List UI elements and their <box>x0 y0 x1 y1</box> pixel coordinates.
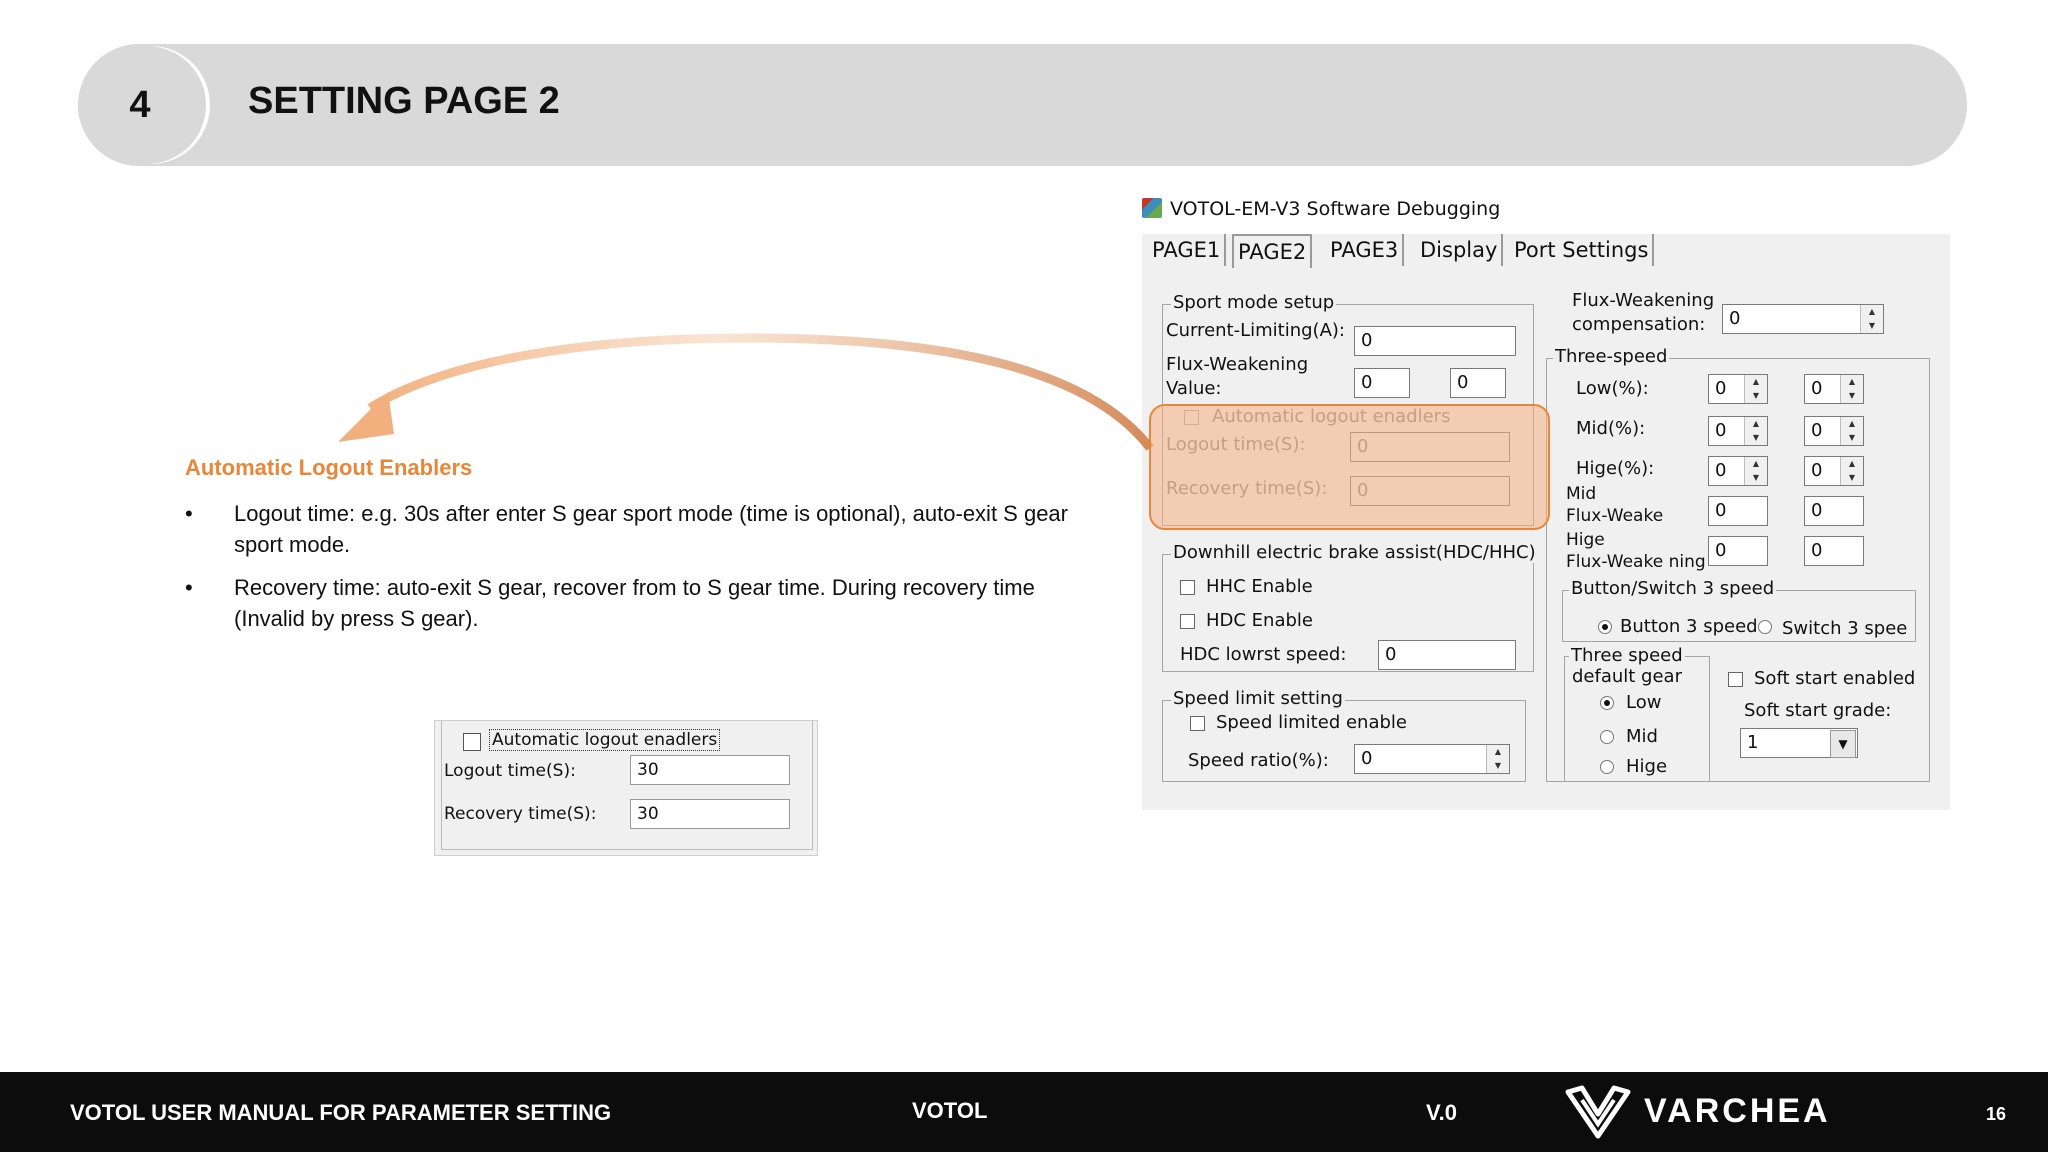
hdc-lowest-speed-label: HDC lowrst speed: <box>1180 644 1347 665</box>
speed-ratio-value: 0 <box>1361 748 1373 769</box>
flux-comp-label-2: compensation: <box>1572 314 1706 335</box>
soft-start-checkbox[interactable] <box>1728 672 1743 687</box>
bullet-list <box>185 498 1075 646</box>
soft-start-grade-label: Soft start grade: <box>1744 700 1892 721</box>
window-title-text: VOTOL-EM-V3 Software Debugging <box>1170 198 1501 220</box>
speed-limit-group-label: Speed limit setting <box>1173 688 1343 709</box>
chevron-down-icon[interactable]: ▼ <box>1830 730 1856 758</box>
default-gear-mid-radio[interactable] <box>1600 730 1614 744</box>
switch-3-speed-radio[interactable] <box>1758 620 1772 634</box>
inset-recovery-input[interactable]: 30 <box>630 799 790 829</box>
tab-display[interactable]: Display <box>1416 234 1503 266</box>
spinner-arrows-icon[interactable]: ▲ ▼ <box>1744 375 1767 403</box>
low-value-b: 0 <box>1811 378 1823 399</box>
tab-port-settings[interactable]: Port Settings <box>1510 234 1654 266</box>
hhc-enable-checkbox[interactable] <box>1180 580 1195 595</box>
inset-logout-input[interactable]: 30 <box>630 755 790 785</box>
soft-start-grade-value: 1 <box>1747 732 1759 753</box>
spinner-arrows-icon[interactable]: ▲ ▼ <box>1840 375 1863 403</box>
low-input-b[interactable] <box>1804 374 1864 404</box>
section-title: Automatic Logout Enablers <box>185 455 473 480</box>
tab-page1[interactable]: PAGE1 <box>1148 234 1226 266</box>
hhc-enable-label: HHC Enable <box>1206 576 1313 597</box>
button-3-speed-label: Button 3 speed <box>1620 616 1758 637</box>
low-percent-label: Low(%): <box>1576 378 1649 399</box>
button-switch-group-label: Button/Switch 3 speed <box>1571 578 1775 599</box>
mid-input-b[interactable] <box>1804 416 1864 446</box>
bullet-marker: • <box>185 501 193 526</box>
hige-flux-label-2: Flux-Weake ning <box>1566 552 1706 572</box>
mid-input-a[interactable] <box>1708 416 1768 446</box>
default-gear-group-label: Three speed <box>1571 645 1683 666</box>
mid-value-a: 0 <box>1715 420 1727 441</box>
spinner-arrows-icon[interactable]: ▲ ▼ <box>1486 745 1509 773</box>
tab-page2[interactable]: PAGE2 <box>1232 234 1312 268</box>
speed-limited-checkbox[interactable] <box>1190 716 1205 731</box>
spinner-arrows-icon[interactable]: ▲ ▼ <box>1744 417 1767 445</box>
mid-percent-label: Mid(%): <box>1576 418 1646 439</box>
default-gear-group-label-2: default gear <box>1572 666 1682 687</box>
default-gear-hige-radio[interactable] <box>1600 760 1614 774</box>
inset-logout-label: Logout time(S): <box>444 761 576 781</box>
hdc-lowest-speed-input[interactable]: 0 <box>1378 640 1516 670</box>
downhill-group-label: Downhill electric brake assist(HDC/HHC) <box>1173 542 1536 563</box>
spinner-arrows-icon[interactable]: ▲ ▼ <box>1744 457 1767 485</box>
flux-weakening-input-a[interactable]: 0 <box>1354 368 1410 398</box>
spinner-arrows-icon[interactable]: ▲ ▼ <box>1860 305 1883 333</box>
hdc-enable-label: HDC Enable <box>1206 610 1313 631</box>
section-number: 4 <box>129 84 151 126</box>
sport-mode-group-label: Sport mode setup <box>1173 292 1335 313</box>
footer-brand: VARCHEA <box>1644 1092 1831 1130</box>
hige-flux-input-a[interactable]: 0 <box>1708 536 1768 566</box>
spinner-arrows-icon[interactable]: ▲ ▼ <box>1840 457 1863 485</box>
window-title <box>1142 198 1500 222</box>
inset-auto-logout-checkbox[interactable] <box>463 733 481 751</box>
highlight-callout <box>1149 404 1550 530</box>
soft-start-grade-select[interactable] <box>1740 728 1858 758</box>
footer-bar <box>0 1072 2048 1152</box>
flux-weakening-input-b[interactable]: 0 <box>1450 368 1506 398</box>
footer-version: V.0 <box>1426 1100 1458 1125</box>
varchea-logo-icon <box>1566 1086 1630 1138</box>
speed-ratio-input[interactable] <box>1354 744 1510 774</box>
curved-arrow-icon <box>330 330 1160 460</box>
flux-weakening-label: Flux-Weakening <box>1166 354 1309 375</box>
footer-center-text: VOTOL <box>912 1098 988 1123</box>
flux-comp-label: Flux-Weakening <box>1572 290 1715 311</box>
button-3-speed-radio[interactable] <box>1598 620 1612 634</box>
hige-input-a[interactable] <box>1708 456 1768 486</box>
speed-limited-label: Speed limited enable <box>1216 712 1407 733</box>
default-gear-mid-label: Mid <box>1626 726 1658 747</box>
footer-manual-title: VOTOL USER MANUAL FOR PARAMETER SETTING <box>70 1100 612 1125</box>
app-icon <box>1142 198 1162 218</box>
inset-auto-logout-label: Automatic logout enadlers <box>489 729 720 751</box>
tab-page3[interactable]: PAGE3 <box>1326 234 1404 266</box>
soft-start-label: Soft start enabled <box>1754 668 1916 689</box>
current-limiting-label: Current-Limiting(A): <box>1166 320 1345 341</box>
page-title: SETTING PAGE 2 <box>248 80 560 122</box>
current-limiting-input[interactable]: 0 <box>1354 326 1516 356</box>
bullet-item-logout <box>185 498 1075 560</box>
three-speed-group-label: Three-speed <box>1555 346 1668 367</box>
hige-percent-label: Hige(%): <box>1576 458 1655 479</box>
bullet-text: Logout time: e.g. 30s after enter S gear sport mode (time is optional), auto-exit S gear sport mode. <box>234 501 1068 557</box>
flux-comp-value: 0 <box>1729 308 1741 329</box>
hdc-enable-checkbox[interactable] <box>1180 614 1195 629</box>
hige-flux-input-b[interactable]: 0 <box>1804 536 1864 566</box>
low-input-a[interactable] <box>1708 374 1768 404</box>
spinner-arrows-icon[interactable]: ▲ ▼ <box>1840 417 1863 445</box>
flux-weakening-label-2: Value: <box>1166 378 1222 399</box>
mid-flux-label-2: Flux-Weake <box>1566 506 1664 526</box>
hige-input-b[interactable] <box>1804 456 1864 486</box>
default-gear-low-label: Low <box>1626 692 1662 713</box>
page-number: 16 <box>1986 1104 2007 1124</box>
default-gear-hige-label: Hige <box>1626 756 1668 777</box>
flux-comp-input[interactable] <box>1722 304 1884 334</box>
hige-value-b: 0 <box>1811 460 1823 481</box>
mid-flux-label: Mid <box>1566 484 1597 504</box>
example-inset-panel <box>434 720 818 856</box>
low-value-a: 0 <box>1715 378 1727 399</box>
switch-3-speed-label: Switch 3 spee <box>1782 618 1908 639</box>
default-gear-low-radio[interactable] <box>1600 696 1614 710</box>
speed-ratio-label: Speed ratio(%): <box>1188 750 1329 771</box>
bullet-text: Recovery time: auto-exit S gear, recover from to S gear time. During recovery time (Invalid by press S gear). <box>234 575 1035 631</box>
mid-value-b: 0 <box>1811 420 1823 441</box>
bullet-item-recovery <box>185 572 1075 634</box>
hige-flux-label: Hige <box>1566 530 1605 550</box>
bullet-marker: • <box>185 575 193 600</box>
mid-flux-input-b[interactable]: 0 <box>1804 496 1864 526</box>
inset-recovery-label: Recovery time(S): <box>444 804 597 824</box>
hige-value-a: 0 <box>1715 460 1727 481</box>
mid-flux-input-a[interactable]: 0 <box>1708 496 1768 526</box>
